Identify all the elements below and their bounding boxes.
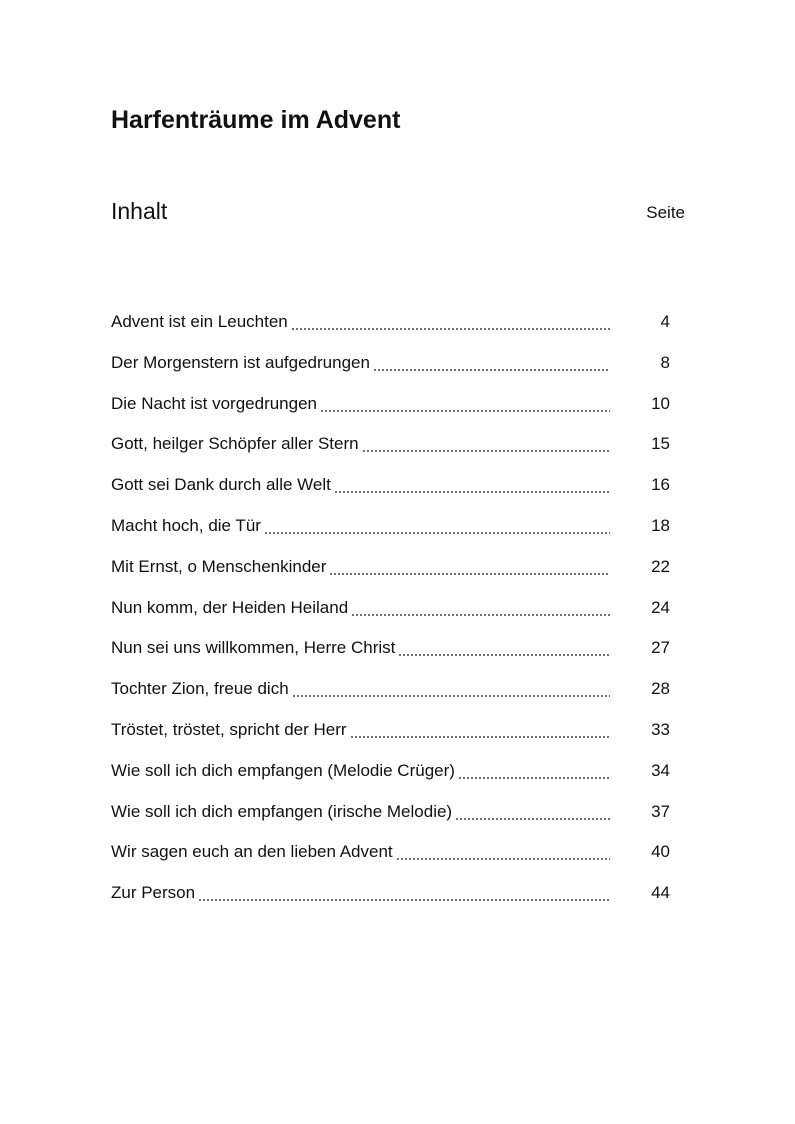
- toc-entry[interactable]: [111, 391, 670, 432]
- toc-entry-title: Gott sei Dank durch alle Welt: [111, 475, 331, 495]
- dot-leader: [198, 899, 610, 901]
- toc-heading: Inhalt: [111, 198, 168, 224]
- toc-entry-title: Der Morgenstern ist aufgedrungen: [111, 352, 370, 372]
- toc-entry-page: 40: [651, 842, 670, 862]
- toc-entry-page: 37: [651, 801, 670, 821]
- dot-leader: [334, 491, 610, 493]
- toc-entry-title: Wir sagen euch an den lieben Advent: [111, 842, 393, 862]
- toc-entry-page: 4: [660, 312, 670, 331]
- toc-entry-title: Nun komm, der Heiden Heiland: [111, 597, 349, 617]
- toc-entry-title: Zur Person: [111, 883, 196, 903]
- toc-entry-page: 27: [651, 638, 670, 658]
- toc-entry-page: 18: [651, 515, 670, 535]
- toc-entry[interactable]: [111, 431, 670, 472]
- dot-leader: [350, 736, 610, 738]
- dot-leader: [396, 858, 610, 860]
- toc-entry[interactable]: [111, 513, 670, 554]
- toc-entry[interactable]: [111, 758, 670, 799]
- toc-entry[interactable]: [111, 595, 670, 636]
- toc-entry[interactable]: [111, 554, 670, 595]
- toc-entry-page: 33: [651, 719, 670, 739]
- table-of-contents: [111, 309, 670, 921]
- page-column-label: Seite: [646, 203, 685, 222]
- toc-entry-page: 22: [651, 556, 670, 576]
- dot-leader: [264, 532, 610, 534]
- toc-entry-page: 16: [651, 475, 670, 495]
- dot-leader: [291, 328, 610, 330]
- dot-leader: [458, 777, 610, 779]
- toc-entry-page: 10: [651, 393, 670, 413]
- toc-entry-title: Mit Ernst, o Menschenkinder: [111, 556, 327, 576]
- toc-entry[interactable]: [111, 839, 670, 880]
- document-title: Harfenträume im Advent: [111, 106, 401, 134]
- toc-entry[interactable]: [111, 350, 670, 391]
- toc-entry-page: 34: [651, 760, 670, 780]
- dot-leader: [329, 573, 610, 575]
- toc-entry-page: 8: [660, 352, 670, 372]
- toc-entry[interactable]: [111, 880, 670, 921]
- toc-entry-title: Gott, heilger Schöpfer aller Stern: [111, 434, 359, 454]
- toc-entry-title: Tröstet, tröstet, spricht der Herr: [111, 719, 347, 739]
- toc-entry-title: Wie soll ich dich empfangen (irische Melodie): [111, 801, 453, 821]
- toc-entry-title: Die Nacht ist vorgedrungen: [111, 393, 318, 413]
- toc-entry-page: 24: [651, 597, 670, 617]
- dot-leader: [455, 818, 610, 820]
- toc-entry-title: Wie soll ich dich empfangen (Melodie Crüger): [111, 760, 455, 780]
- dot-leader: [320, 410, 610, 412]
- toc-entry-title: Advent ist ein Leuchten: [111, 312, 288, 331]
- dot-leader: [398, 654, 610, 656]
- toc-entry-page: 28: [651, 679, 670, 699]
- dot-leader: [292, 695, 610, 697]
- toc-entry[interactable]: [111, 309, 670, 350]
- toc-entry[interactable]: [111, 676, 670, 717]
- toc-entry-page: 15: [651, 434, 670, 454]
- toc-entry[interactable]: [111, 717, 670, 758]
- toc-entry-title: Macht hoch, die Tür: [111, 515, 261, 535]
- toc-entry[interactable]: [111, 799, 670, 840]
- dot-leader: [351, 614, 610, 616]
- dot-leader: [362, 450, 610, 452]
- toc-entry[interactable]: [111, 635, 670, 676]
- toc-entry-title: Nun sei uns willkommen, Herre Christ: [111, 638, 396, 658]
- toc-entry-title: Tochter Zion, freue dich: [111, 679, 289, 699]
- dot-leader: [373, 369, 610, 371]
- toc-entry-page: 44: [651, 883, 670, 903]
- toc-entry[interactable]: [111, 472, 670, 513]
